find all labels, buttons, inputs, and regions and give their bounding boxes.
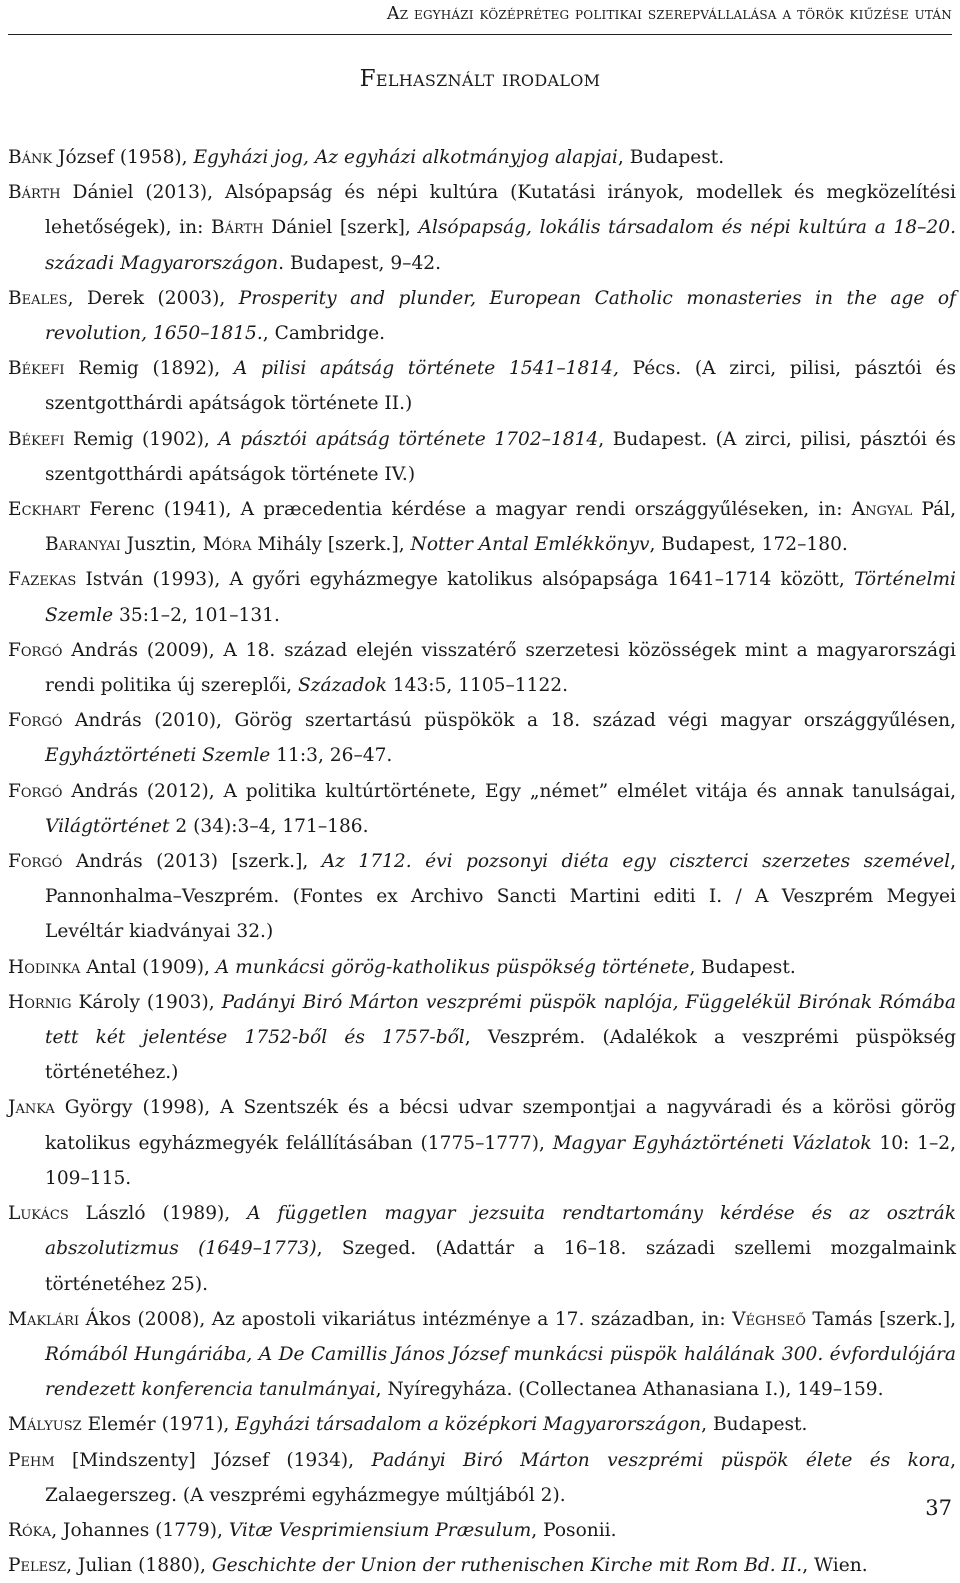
author-surname: Maklári [8, 1308, 80, 1330]
reference-title: Világtörténet [45, 815, 170, 837]
reference-entry [8, 1443, 956, 1513]
reference-text: Dániel [szerk], [263, 217, 419, 239]
header-rule [8, 34, 952, 35]
reference-text: , Posonii. [531, 1519, 617, 1541]
reference-text: . Budapest, 9–42. [278, 252, 442, 274]
author-surname: Hornig [8, 991, 72, 1013]
reference-entry [8, 281, 956, 351]
reference-text: Remig (1892), [64, 358, 234, 380]
reference-text: , Veszprém. (Adalékok a veszprémi püspökség történetéhez.) [45, 1027, 956, 1084]
reference-text: , Wien. [802, 1555, 868, 1577]
reference-text: József (1958), [52, 147, 194, 168]
reference-text: Károly (1903), [71, 991, 222, 1013]
reference-text: Tamás [szerk.], [805, 1308, 956, 1330]
reference-entry [8, 140, 956, 175]
page-number: 37 [925, 1496, 952, 1520]
reference-entry [8, 1407, 956, 1442]
reference-text: Pécs. (A zirci, pilisi, pásztói és szentgotthárdi apátságok története II.) [45, 358, 956, 415]
reference-text: Jusztin, [120, 534, 203, 556]
reference-text: Ferenc (1941), A præcedentia kérdése a magyar rendi országgyűléseken, in: [80, 499, 852, 521]
reference-text: , Nyíregyháza. (Collectanea Athanasiana I.), 149–159. [375, 1379, 884, 1401]
reference-text: 11:3, 26–47. [270, 745, 393, 767]
author-surname: Bánk [8, 147, 53, 168]
author-surname: Janka [8, 1097, 55, 1119]
reference-text: , Cambridge. [262, 323, 386, 345]
reference-text: Mihály [szerk.], [251, 534, 411, 556]
author-surname: Hodinka [8, 956, 81, 978]
reference-title: Geschichte der Union der ruthenischen Kirche mit Rom Bd. II. [211, 1555, 803, 1577]
reference-entry [8, 422, 956, 492]
author-surname: Fazekas [8, 569, 77, 591]
author-surname: Véghseő [732, 1308, 806, 1330]
reference-text: , Julian (1880), [66, 1555, 212, 1577]
reference-text: 2 (34):3–4, 171–186. [169, 815, 369, 837]
author-surname: Baranyai [45, 534, 121, 556]
reference-entry [8, 492, 956, 562]
reference-text: , Pannonhalma–Veszprém. (Fontes ex Archivo Sancti Martini editi I. / A Veszprém Megyei Levéltár kiadványai 32.) [45, 851, 956, 943]
reference-title: Egyháztörténeti Szemle [45, 745, 271, 767]
reference-title: Prosperity and plunder, European Catholic monasteries in the age of revolution, 1650–1815. [45, 287, 957, 345]
reference-text: András (2013) [szerk.], [62, 851, 322, 873]
reference-entry [8, 985, 956, 1091]
reference-entry [8, 774, 956, 844]
reference-title: Vitæ Vesprimiensium Præsulum [228, 1519, 532, 1541]
reference-text: László (1989), [68, 1203, 248, 1225]
reference-title: A pásztói apátság története 1702–1814 [218, 428, 599, 450]
author-surname: Eckhart [8, 499, 81, 521]
author-surname: Békefi [8, 358, 65, 380]
reference-title: Magyar Egyháztörténeti Vázlatok [552, 1132, 872, 1154]
reference-text: , Derek (2003), [67, 287, 239, 309]
reference-text: 143:5, 1105–1122. [386, 675, 569, 697]
author-surname: Forgó [8, 710, 63, 732]
reference-title: Az 1712. évi pozsonyi diéta egy ciszterci szerzetes szemével [321, 851, 951, 873]
reference-title: Egyházi jog, Az egyházi alkotmányjog alapjai [193, 147, 618, 168]
author-surname: Bárth [8, 182, 61, 204]
reference-text: Antal (1909), [80, 956, 216, 978]
reference-entry [8, 562, 956, 632]
author-surname: Mályusz [8, 1414, 82, 1436]
reference-text: , Budapest. [701, 1414, 808, 1436]
reference-text: , Johannes (1779), [51, 1519, 229, 1541]
reference-entry [8, 175, 956, 281]
reference-text: , Budapest. [689, 956, 796, 978]
reference-title: A munkácsi görög-katholikus püspökség története [215, 956, 690, 978]
reference-text: András (2009), A 18. század elején visszatérő szerzetesi közösségek mint a magyarországi rendi politika új szereplői, [45, 639, 956, 697]
reference-title: Padányi Biró Márton veszprémi püspök élete és kora [371, 1449, 951, 1471]
reference-entry [8, 633, 956, 703]
reference-text: [Mindszenty] József (1934), [54, 1449, 372, 1471]
reference-entry [8, 950, 956, 985]
reference-text: , Budapest. [617, 147, 725, 168]
reference-text: , Budapest. (A zirci, pilisi, pásztói és szentgotthárdi apátságok története IV.) [45, 428, 956, 485]
author-surname: Forgó [8, 639, 63, 661]
author-surname: Angyal [851, 499, 913, 521]
author-surname: Pehm [8, 1449, 55, 1471]
reference-title: A független magyar jezsuita rendtartomány kérdése és az osztrák abszolutizmus (1649–1773) [45, 1203, 956, 1260]
reference-entry [8, 703, 956, 773]
reference-title: Notter Antal Emlékkönyv [410, 534, 650, 556]
reference-entry [8, 1196, 956, 1302]
reference-text: András (2012), A politika kultúrtörténete, Egy „német” elmélet vitája és annak tanulságai, [62, 780, 956, 802]
reference-title: Alsópapság, lokális társadalom és népi kultúra a 18–20. századi Magyarországon [45, 217, 956, 274]
reference-entry [8, 1513, 956, 1548]
reference-text: Pál, [912, 499, 957, 521]
reference-title: A pilisi apátság története 1541–1814, [233, 358, 619, 380]
author-surname: Lukács [8, 1203, 69, 1225]
author-surname: Pelesz [8, 1555, 67, 1577]
reference-title: Padányi Biró Márton veszprémi püspök naplója, Függelékül Birónak Rómába tett két jelentése 1752-ből és 1757-ből [45, 991, 957, 1049]
reference-text: András (2010), Görög szertartású püspökök a 18. század végi magyar országgyűlésen, [62, 710, 956, 732]
section-title: Felhasznált irodalom [359, 66, 601, 92]
reference-entry [8, 351, 956, 421]
reference-title: Egyházi társadalom a középkori Magyarországon [235, 1414, 702, 1436]
reference-text: Remig (1902), [64, 428, 219, 450]
author-surname: Forgó [8, 851, 63, 873]
author-surname: Móra [202, 534, 252, 556]
reference-text: , Budapest, 172–180. [649, 534, 848, 556]
author-surname: Bárth [211, 217, 264, 239]
reference-text: Elemér (1971), [81, 1414, 236, 1436]
reference-list [8, 140, 956, 1583]
reference-text: György (1998), A Szentszék és a bécsi udvar szempontjai a nagyváradi és a körösi görög katolikus egyházmegyék felállításában (1775–1777), [45, 1097, 956, 1154]
reference-text: István (1993), A győri egyházmegye katolikus alsópapsága 1641–1714 között, [76, 569, 854, 591]
author-surname: Róka [8, 1519, 52, 1541]
reference-entry [8, 1548, 956, 1583]
author-surname: Forgó [8, 780, 63, 802]
reference-title: Rómából Hungáriába, A De Camillis János József munkácsi püspök halálának 300. évfordulójára rendezett konferencia tanulmányai [45, 1343, 956, 1401]
reference-title: Történelmi Szemle [45, 569, 956, 626]
reference-entry [8, 844, 956, 950]
reference-text: Ákos (2008), Az apostoli vikariátus intézménye a 17. században, in: [79, 1308, 733, 1330]
reference-title: Századok [298, 675, 387, 697]
reference-text: , Szeged. (Adattár a 16–18. századi szellemi mozgalmaink történetéhez 25). [45, 1238, 956, 1295]
author-surname: Beales [8, 287, 68, 309]
reference-entry [8, 1302, 956, 1408]
reference-entry [8, 1090, 956, 1196]
reference-text: Dániel (2013), Alsópapság és népi kultúra (Kutatási irányok, modellek és megközelítési lehetőségek), in: [45, 182, 956, 239]
reference-text: 35:1–2, 101–131. [113, 604, 280, 626]
reference-text: , Zalaegerszeg. (A veszprémi egyházmegye múltjából 2). [45, 1449, 957, 1506]
reference-text: 10: 1–2, 109–115. [45, 1132, 956, 1189]
running-header: Az egyházi középréteg politikai szerepvállalása a török kiűzése után [386, 4, 952, 24]
author-surname: Békefi [8, 428, 65, 450]
